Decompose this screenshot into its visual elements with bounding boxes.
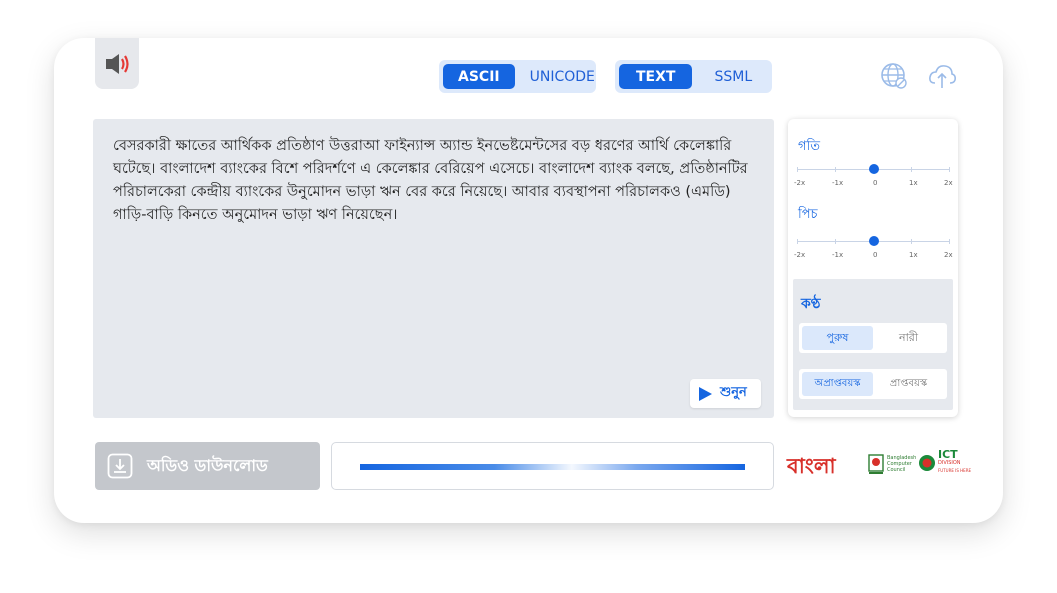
cloud-upload-icon[interactable] — [928, 62, 956, 90]
pitch-slider[interactable] — [797, 241, 950, 242]
gender-selector — [799, 323, 947, 353]
play-icon — [699, 387, 712, 401]
listen-button[interactable] — [690, 379, 761, 408]
speed-slider[interactable] — [797, 169, 950, 170]
audio-waveform-bar[interactable] — [360, 464, 745, 470]
pitch-label: পিচ — [798, 207, 818, 222]
age-adult-option[interactable]: প্রাপ্তবয়স্ক — [889, 377, 928, 389]
globe-icon[interactable] — [880, 62, 908, 90]
ict-emblem-icon — [918, 454, 936, 472]
ssml-option[interactable]: SSML — [714, 68, 753, 85]
editor-text[interactable]: বেসরকারী ক্ষাতের আর্থিকক প্রতিষ্ঠাণ উত্তরাআ ফাইন্যান্স অ্যান্ড ইনভেষ্টমেন্টসের বড় ধরণের আর্থি কেলেঙ্কারি ঘটেছে। বাংলাদেশ ব্যাংকের বিশে পরিদর্শণে এ কেলেঙ্কার বেরিয়েপ এসেচে। বাংলাদেশ ব্যাংক বলছে, প্রতিষ্ঠানটির পরিচালকেরা কেন্দ্রীয় ব্যাংকের উনুমোদন ভাড়া ঋন বের করে নিয়েছে। আবার ব্যবস্থাপনা পরিচালকও (এমডি) গাড়ি-বাড়ি কিনতে অনুমোদন ভাড়া ঋণ নিয়েছেন। — [113, 138, 748, 223]
ascii-option[interactable]: ASCII — [443, 64, 515, 89]
ict-division-logo: ICT DIVISION FUTURE IS HERE — [918, 451, 971, 475]
listen-label: শুনুন — [720, 385, 747, 400]
bcc-emblem-icon — [867, 453, 885, 475]
speed-label: গতি — [798, 139, 820, 154]
age-minor-option[interactable]: অপ্রাপ্তবয়স্ক — [802, 372, 873, 396]
bcc-logo: Bangladesh Computer Council — [867, 453, 916, 475]
pitch-knob[interactable] — [869, 236, 879, 246]
gender-male-option[interactable]: পুরুষ — [802, 326, 873, 350]
unicode-option[interactable]: UNICODE — [529, 68, 595, 85]
audio-download-button[interactable] — [95, 442, 320, 490]
gender-female-option[interactable]: নারী — [899, 330, 918, 344]
text-option[interactable]: TEXT — [619, 64, 692, 89]
download-label: অডিও ডাউনলোড — [147, 455, 268, 475]
audio-player — [331, 442, 774, 490]
voice-section — [793, 279, 953, 410]
encoding-toggle — [439, 60, 596, 93]
format-toggle — [615, 60, 772, 93]
speaker-icon — [104, 52, 130, 76]
voice-settings-panel: গতি -2x -1x 0 1x 2x পিচ -2x -1x 0 1x 2x কণ্ঠ পুরুষ নারী অপ্রাপ্তবয়স্ক প্রাপ্তবয়স্ক — [788, 119, 958, 417]
speed-knob[interactable] — [869, 164, 879, 174]
download-icon — [107, 453, 133, 479]
app-card — [54, 38, 1003, 523]
app-logo — [95, 38, 139, 89]
age-selector — [799, 369, 947, 399]
bangla-logo: বাংলা — [787, 454, 836, 478]
voice-title: কণ্ঠ — [801, 296, 821, 312]
text-editor[interactable] — [93, 119, 774, 418]
